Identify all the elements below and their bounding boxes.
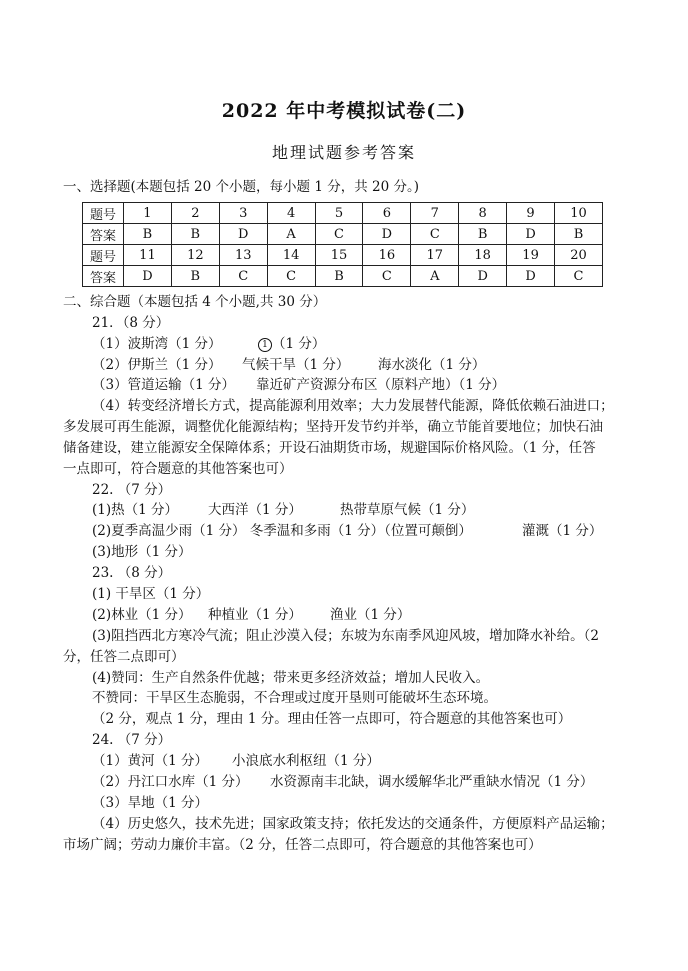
q22-part1-c: 热带草原气候（1 分） [340,502,475,518]
answer-table-cell: 16 [363,245,411,266]
answer-table-cell: 9 [507,203,555,224]
answer-table-cell: D [507,224,555,245]
answer-table-cell: B [555,224,603,245]
q24-part4-line2: 市场广阔；劳动力廉价丰富。（2 分，任答二点即可，符合题意的其他答案也可） [63,837,542,853]
answer-table-cell: 5 [315,203,363,224]
q23-part4-line3: （2 分，观点 1 分，理由 1 分。理由任答一点即可，符合题意的其他答案也可） [92,711,572,727]
q21-part2-b: 气候干旱（1 分） [242,357,350,373]
answer-table-cell: 14 [267,245,315,266]
q24-part2-b: 水资源南丰北缺，调水缓解华北严重缺水情况（1 分） [270,774,594,790]
q23-part4-line1: (4)赞同：生产自然条件优越；带来更多经济效益；增加人民收入。 [92,670,490,686]
answer-table-cell: 17 [411,245,459,266]
q22-part2-a: (2)夏季高温少雨（1 分） 冬季温和多雨（1 分）（位置可颠倒） [92,523,472,539]
q21-part3-a: （3）管道运输（1 分） [92,377,235,393]
q24-part4-line1: （4）历史悠久，技术先进；国家政策支持；依托发达的交通条件，方便原料产品运输； [92,816,614,832]
answer-table-cell: 6 [363,203,411,224]
answer-table-cell: D [363,224,411,245]
q22-part2-b: 灌溉（1 分） [522,523,603,539]
q21-heading: 21．（8 分） [92,315,170,331]
q21-part4-line1: （4）转变经济增长方式，提高能源利用效率；大力发展替代能源，降低依赖石油进口； [92,398,614,414]
answer-table [82,202,603,287]
answer-table-cell: 11 [124,245,172,266]
q21-part1-b-text: （1 分） [272,336,326,352]
q21-part2-c: 海水淡化（1 分） [378,357,486,373]
answer-table-cell: C [219,266,267,287]
answer-table-cell: D [219,224,267,245]
answer-table-row [83,266,603,287]
q24-part3: （3）旱地（1 分） [92,795,208,811]
answer-table-cell: 3 [219,203,267,224]
answer-table-cell: C [555,266,603,287]
q24-heading: 24. （7 分） [92,732,172,748]
answer-table-cell: B [171,224,219,245]
answer-table-row-header: 答案 [83,224,124,245]
q23-part3-line2: 分，任答二点即可） [63,649,185,665]
answer-table-cell: 20 [555,245,603,266]
answer-table-cell: B [171,266,219,287]
answer-table-cell: 2 [171,203,219,224]
q24-part2-a: （2）丹江口水库（1 分） [92,774,249,790]
q24-part1-a: （1）黄河（1 分） [92,753,208,769]
answer-table-cell: B [459,224,507,245]
answer-table-cell: D [507,266,555,287]
q21-part2-a: （2）伊斯兰（1 分） [92,357,222,373]
answer-table-row [83,245,603,266]
q21-part4-line3: 储备建设，建立能源安全保障体系；开设石油期货市场，规避国际价格风险。（1 分，任答 [63,440,596,456]
q21-part4-line2: 多发展可再生能源，调整优化能源结构；坚持开发节约并举，确立节能首要地位；加快石油 [63,419,603,435]
answer-table-cell: 15 [315,245,363,266]
answer-table-cell: C [411,224,459,245]
answer-table-row [83,203,603,224]
answer-table-row-header: 题号 [83,203,124,224]
answer-table-cell: 12 [171,245,219,266]
answer-table-cell: A [267,224,315,245]
q21-part1-b [258,334,325,354]
q23-part3-line1: (3)阻挡西北方寒冷气流；阻止沙漠入侵；东坡为东南季风迎风坡，增加降水补给。（2 [92,628,599,644]
q23-part2-b: 种植业（1 分） [208,607,302,623]
answer-table-cell: D [459,266,507,287]
q23-part1: (1) 干旱区（1 分） [92,586,210,602]
exam-title: 2022 年中考模拟试卷(二) [221,100,467,122]
answer-table-cell: B [315,266,363,287]
answer-table-cell: C [267,266,315,287]
answer-table-row-header: 答案 [83,266,124,287]
answer-table-cell: 10 [555,203,603,224]
answer-table-cell: 18 [459,245,507,266]
q22-part1-b: 大西洋（1 分） [208,502,302,518]
q24-part1-b: 小浪底水利枢纽（1 分） [232,753,380,769]
q23-part2-a: (2)林业（1 分） [92,607,192,623]
q22-part1-a: (1)热（1 分） [92,502,179,518]
answer-table-cell: C [315,224,363,245]
q21-part3-b: 靠近矿产资源分布区（原料产地）（1 分） [256,377,506,393]
answer-table-cell: A [411,266,459,287]
answer-table-cell: 19 [507,245,555,266]
answer-table-row-header: 题号 [83,245,124,266]
q23-part4-line2: 不赞同：干旱区生态脆弱，不合理或过度开垦则可能破坏生态环境。 [92,690,497,706]
q23-part2-c: 渔业（1 分） [330,607,411,623]
exam-subtitle: 地理试题参考答案 [271,143,416,162]
answer-table-cell: 1 [124,203,172,224]
answer-table-cell: B [124,224,172,245]
q21-part1-a: （1）波斯湾（1 分） [92,336,222,352]
answer-table-row [83,224,603,245]
q21-part4-line4: 一点即可，符合题意的其他答案也可） [63,461,293,477]
answer-table-cell: D [124,266,172,287]
answer-table-cell: 7 [411,203,459,224]
answer-table-cell: 4 [267,203,315,224]
answer-table-cell: C [363,266,411,287]
answer-table-cell: 13 [219,245,267,266]
q22-part3: (3)地形（1 分） [92,544,192,560]
circled-number-icon: 1 [258,338,272,352]
section1-heading: 一、选择题(本题包括 20 个小题，每小题 1 分，共 20 分。) [63,179,419,195]
section2-heading: 二、综合题（本题包括 4 个小题,共 30 分） [63,294,327,310]
q22-heading: 22. （7 分） [92,482,172,498]
q23-heading: 23. （8 分） [92,565,172,581]
answer-table-cell: 8 [459,203,507,224]
